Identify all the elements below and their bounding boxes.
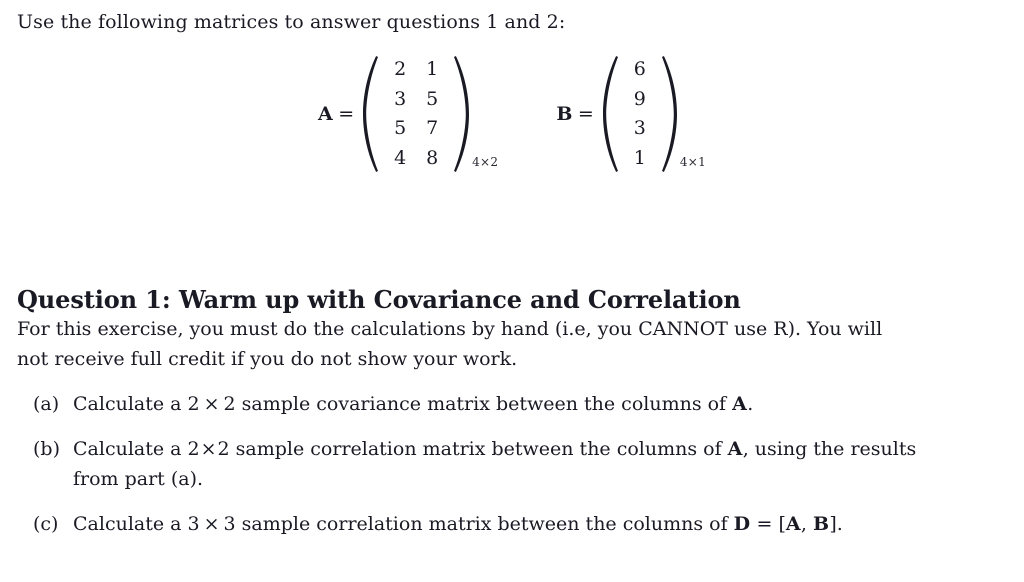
matrix-display-block xyxy=(0,55,1024,173)
matrix-reference-b: B xyxy=(813,513,830,535)
item-a-text-pre: Calculate a 2 xyxy=(73,393,200,415)
item-c-text-mid: 3 sample correlation matrix between the columns of xyxy=(223,513,734,535)
list-item-line xyxy=(73,389,957,419)
item-c-text-pre: Calculate a 3 xyxy=(73,513,200,535)
instructions-line: not receive full credit if you do not show your work. xyxy=(17,348,518,370)
list-item-text xyxy=(73,434,957,494)
matrix-a-row xyxy=(384,55,448,85)
matrix-b-equals: = xyxy=(577,103,594,125)
question-item-list xyxy=(17,389,957,554)
item-c-equals: = [ xyxy=(750,513,786,535)
matrix-a-label: A xyxy=(317,103,334,125)
item-b-text-mid: 2 sample correlation matrix between the columns of xyxy=(217,438,728,460)
list-item-marker: (a) xyxy=(33,393,60,415)
matrix-a-cell: 1 xyxy=(426,58,439,80)
page-title: Question 1: Warm up with Covariance and Correlation xyxy=(17,284,741,314)
matrix-b-row xyxy=(624,85,656,115)
item-b-text-post: , using the results xyxy=(742,438,917,460)
matrix-reference-a: A xyxy=(732,393,748,415)
left-parenthesis-icon xyxy=(603,55,620,173)
item-a-text-mid: 2 sample covariance matrix between the columns of xyxy=(223,393,733,415)
item-c-text-post: ]. xyxy=(829,513,843,535)
instructions-paragraph xyxy=(17,314,949,374)
multiplication-icon: × xyxy=(200,438,217,460)
list-item-line xyxy=(73,509,957,539)
matrix-b-body xyxy=(620,55,660,173)
matrix-b-cell: 1 xyxy=(633,146,646,169)
right-parenthesis-icon xyxy=(452,55,469,173)
list-item-line: from part (a). xyxy=(73,468,204,490)
matrix-reference-d: D xyxy=(733,513,751,535)
list-item xyxy=(17,509,957,539)
matrix-b-cell: 9 xyxy=(633,87,646,110)
matrix-a-row xyxy=(384,85,448,115)
matrix-b-dimension: 4×1 xyxy=(679,155,707,169)
multiplication-icon: × xyxy=(203,393,220,415)
left-parenthesis-icon xyxy=(363,55,380,173)
list-item-text xyxy=(73,509,957,539)
item-c-comma: , xyxy=(800,513,814,535)
matrix-a-cell: 5 xyxy=(394,117,407,139)
matrix-a-body xyxy=(380,55,452,173)
matrix-reference-a: A xyxy=(785,513,801,535)
item-a-text-post: . xyxy=(747,393,754,415)
matrix-a-cell: 4 xyxy=(394,146,407,169)
matrix-a-row xyxy=(384,114,448,144)
list-item xyxy=(17,389,957,419)
matrix-b-label: B xyxy=(556,103,573,125)
instructions-line: For this exercise, you must do the calculations by hand (i.e, you CANNOT use R). You will xyxy=(17,318,883,340)
list-item-marker: (c) xyxy=(33,513,59,535)
right-parenthesis-icon xyxy=(660,55,677,173)
matrix-a-cell: 2 xyxy=(394,58,407,80)
list-item-marker: (b) xyxy=(33,438,60,460)
multiplication-icon: × xyxy=(203,513,220,535)
matrix-b-cell: 6 xyxy=(633,58,646,80)
matrix-a-dimension: 4×2 xyxy=(472,155,499,169)
matrix-a-cell: 8 xyxy=(426,146,439,169)
intro-sentence: Use the following matrices to answer questions 1 and 2: xyxy=(17,11,566,33)
matrix-a-cell: 7 xyxy=(426,117,439,139)
matrix-a-cell: 5 xyxy=(426,87,439,110)
matrix-b-cell: 3 xyxy=(633,117,646,139)
matrix-b-row xyxy=(624,114,656,144)
matrix-b-row xyxy=(624,144,656,174)
matrix-b-group xyxy=(556,55,706,173)
list-item xyxy=(17,434,957,494)
matrix-a-row xyxy=(384,144,448,174)
matrix-b-row xyxy=(624,55,656,85)
list-item-line xyxy=(73,434,957,464)
list-item-text xyxy=(73,389,957,419)
matrix-a-group xyxy=(318,55,498,173)
matrix-reference-a: A xyxy=(727,438,743,460)
item-b-text-pre: Calculate a 2 xyxy=(73,438,200,460)
matrix-a-equals: = xyxy=(338,103,355,125)
matrix-a-cell: 3 xyxy=(394,87,407,110)
